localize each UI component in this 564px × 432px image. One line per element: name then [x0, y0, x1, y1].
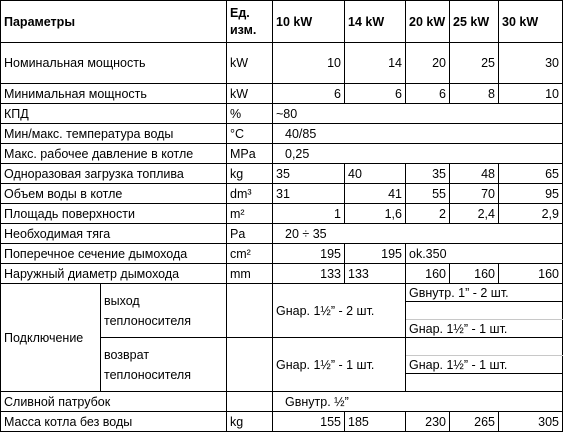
value-cell: 160 [450, 264, 499, 284]
row-min-power [1, 84, 563, 104]
value-cell: 31 [273, 184, 345, 204]
row-label: Сливной патрубок [1, 392, 227, 412]
value-cell: 35 [406, 164, 450, 184]
row-max-pressure [1, 144, 563, 164]
row-label: КПД [1, 104, 227, 124]
value-cell: 40/85 [273, 124, 563, 144]
header-model-20kw: 20 kW [406, 1, 450, 43]
value-cell: 30 [499, 43, 563, 84]
row-label: Необходимая тяга [1, 224, 227, 244]
value-cell: 160 [499, 264, 563, 284]
value-cell: 6 [406, 84, 450, 104]
value-cell: 133 [273, 264, 345, 284]
value-cell: 1,6 [345, 204, 406, 224]
value-cell: 35 [273, 164, 345, 184]
row-fuel-load [1, 164, 563, 184]
value-cell: 40 [345, 164, 406, 184]
row-water-volume [1, 184, 563, 204]
value-cell: 133 [345, 264, 406, 284]
row-nominal-power [1, 43, 563, 84]
row-unit: MPa [227, 144, 273, 164]
value-cell: Gвнутр. ½” [273, 392, 563, 412]
value-cell: 305 [499, 412, 563, 432]
row-label: Поперечное сечение дымохода [1, 244, 227, 264]
row-chimney-section [1, 244, 563, 264]
value-cell: ~80 [273, 104, 563, 124]
row-efficiency [1, 104, 563, 124]
header-unit-cell: Ед. изм. [227, 1, 273, 43]
return-small-value: Gнар. 1½” - 1 шт. [273, 338, 406, 392]
header-param-cell: Параметры [1, 1, 227, 43]
value-cell: 2 [406, 204, 450, 224]
value-cell: 48 [450, 164, 499, 184]
value-cell: 14 [345, 43, 406, 84]
return-large-spacer-bottom [406, 374, 563, 392]
row-unit: Pa [227, 224, 273, 244]
return-large-spacer-top [406, 338, 563, 356]
row-label: Объем воды в котле [1, 184, 227, 204]
value-cell: 10 [273, 43, 345, 84]
value-cell: 160 [406, 264, 450, 284]
value-cell: 2,9 [499, 204, 563, 224]
value-cell: 155 [273, 412, 345, 432]
value-cell: 195 [273, 244, 345, 264]
value-cell: 265 [450, 412, 499, 432]
value-cell: 70 [450, 184, 499, 204]
connection-label: Подключение [1, 284, 101, 392]
header-model-25kw: 25 kW [450, 1, 499, 43]
value-cell: 41 [345, 184, 406, 204]
header-model-14kw: 14 kW [345, 1, 406, 43]
row-unit: % [227, 104, 273, 124]
row-unit: kg [227, 164, 273, 184]
row-drain-pipe [1, 392, 563, 412]
outlet-unit-cell [227, 284, 273, 338]
row-unit: °C [227, 124, 273, 144]
value-cell: 20 [406, 43, 450, 84]
row-surface-area [1, 204, 563, 224]
row-unit: kg [227, 412, 273, 432]
value-cell: 25 [450, 43, 499, 84]
row-water-temperature [1, 124, 563, 144]
row-chimney-diameter [1, 264, 563, 284]
row-boiler-mass [1, 412, 563, 432]
outlet-large-bottom-value: Gнар. 1½” - 1 шт. [406, 320, 563, 338]
value-cell: 95 [499, 184, 563, 204]
row-unit [227, 392, 273, 412]
value-cell: 1 [273, 204, 345, 224]
value-cell: ok.350 [406, 244, 563, 264]
row-label: Площадь поверхности [1, 204, 227, 224]
value-cell: 6 [273, 84, 345, 104]
return-unit-cell [227, 338, 273, 392]
value-cell: 195 [345, 244, 406, 264]
row-unit: dm³ [227, 184, 273, 204]
row-required-draft [1, 224, 563, 244]
outlet-large-spacer [406, 302, 563, 320]
outlet-large-top-value: Gвнутр. 1” - 2 шт. [406, 284, 563, 302]
value-cell: 2,4 [450, 204, 499, 224]
header-model-10kw: 10 kW [273, 1, 345, 43]
header-row [1, 1, 563, 43]
row-unit: kW [227, 43, 273, 84]
header-model-30kw: 30 kW [499, 1, 563, 43]
outlet-small-value: Gнар. 1½” - 2 шт. [273, 284, 406, 338]
value-cell: 20 ÷ 35 [273, 224, 563, 244]
value-cell: 230 [406, 412, 450, 432]
row-unit: mm [227, 264, 273, 284]
value-cell: 65 [499, 164, 563, 184]
row-label: Масса котла без воды [1, 412, 227, 432]
row-connection-outlet-top [1, 284, 563, 302]
row-unit: kW [227, 84, 273, 104]
row-label: Макс. рабочее давление в котле [1, 144, 227, 164]
value-cell: 8 [450, 84, 499, 104]
row-label: Наружный диаметр дымохода [1, 264, 227, 284]
row-unit: cm² [227, 244, 273, 264]
row-label: Минимальная мощность [1, 84, 227, 104]
row-unit: m² [227, 204, 273, 224]
return-large-value: Gнар. 1½” - 1 шт. [406, 356, 563, 374]
value-cell: 185 [345, 412, 406, 432]
outlet-label: выход теплоносителя [101, 284, 227, 338]
value-cell: 55 [406, 184, 450, 204]
value-cell: 10 [499, 84, 563, 104]
row-label: Мин/макс. температура воды [1, 124, 227, 144]
return-label: возврат теплоносителя [101, 338, 227, 392]
value-cell: 6 [345, 84, 406, 104]
value-cell: 0,25 [273, 144, 563, 164]
row-label: Номинальная мощность [1, 43, 227, 84]
row-label: Одноразовая загрузка топлива [1, 164, 227, 184]
